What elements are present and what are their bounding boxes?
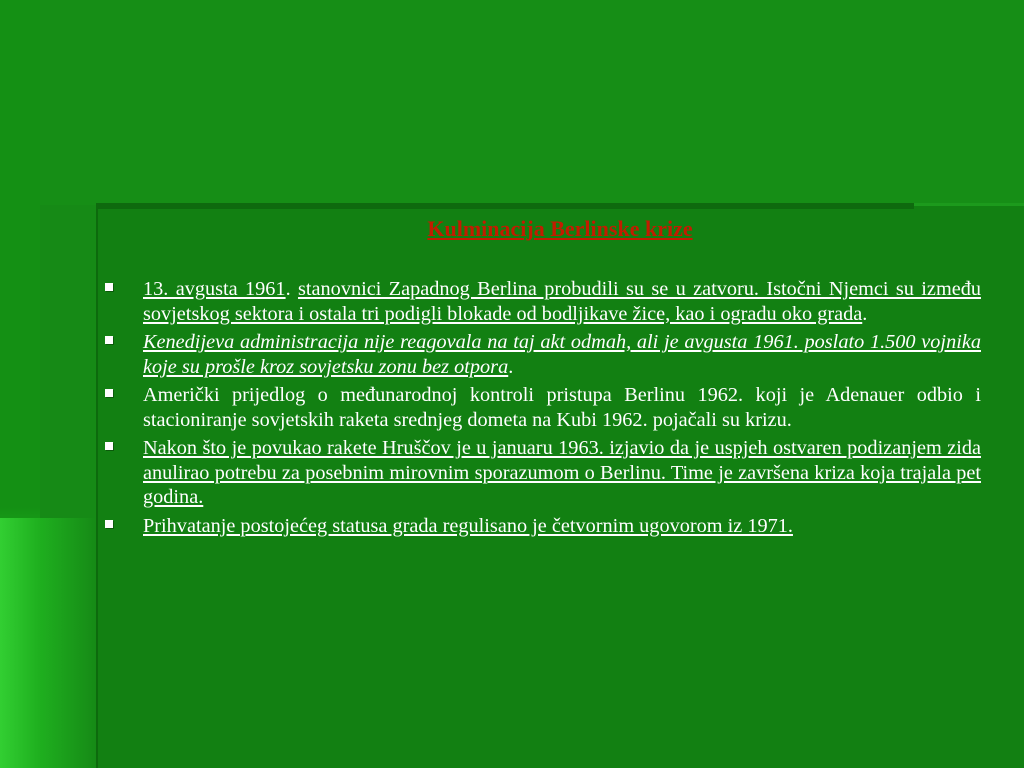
bullet-2-end: . xyxy=(508,355,514,378)
bullet-1-separator: . xyxy=(285,278,299,300)
bullet-5-text: Prihvatanje postojećeg statusa grada regulisano je četvornim ugovorom iz 1971. xyxy=(143,514,793,537)
slide-title: Kulminacija Berlinske krize xyxy=(427,216,693,241)
square-bullet-icon xyxy=(105,389,113,397)
bullet-2-text: Kenedijeva administracija nije reagovala na taj akt odmah, ali je avgusta 1961. poslato 1.500 vojnika koje su prošle kroz sovjetsku zonu bez otpora xyxy=(143,331,981,378)
bullet-item-5 xyxy=(105,514,981,539)
bullet-item-1 xyxy=(105,277,981,326)
bullet-item-4 xyxy=(105,436,981,510)
square-bullet-icon xyxy=(105,442,113,450)
bullet-1-date: 13. avgusta 1961 xyxy=(143,278,286,300)
bullet-1-text: stanovnici Zapadnog Berlina probudili su se u zatvoru. Istočni Njemci su između sovjetskog sektora i ostala tri podigli blokade od bodljikave žice, kao i ogradu oko grada xyxy=(143,278,981,325)
square-bullet-icon xyxy=(105,520,113,528)
bullet-item-2 xyxy=(105,330,981,379)
bullet-item-3 xyxy=(105,383,981,432)
bullet-3-text: Američki prijedlog o međunarodnoj kontroli pristupa Berlinu 1962. koji je Adenauer odbio i stacioniranje sovjetskih raketa srednjeg dometa na Kubi 1962. pojačali su krizu. xyxy=(143,384,981,431)
bullet-list xyxy=(105,277,981,542)
bullet-1-end: . xyxy=(862,302,868,325)
background-bottom-left-gradient xyxy=(0,518,96,768)
square-bullet-icon xyxy=(105,336,113,344)
panel-top-border-right xyxy=(914,203,1024,206)
square-bullet-icon xyxy=(105,283,113,291)
panel-top-border xyxy=(96,203,914,209)
bullet-4-text: Nakon što je povukao rakete Hruščov je u januaru 1963. izjavio da je uspjeh ostvaren podizanjem zida anulirao potrebu za posebnim mirovnim sporazumom o Berlinu. Time je završena kriza koja trajala pet godina. xyxy=(143,437,981,508)
background-top xyxy=(0,0,1024,205)
